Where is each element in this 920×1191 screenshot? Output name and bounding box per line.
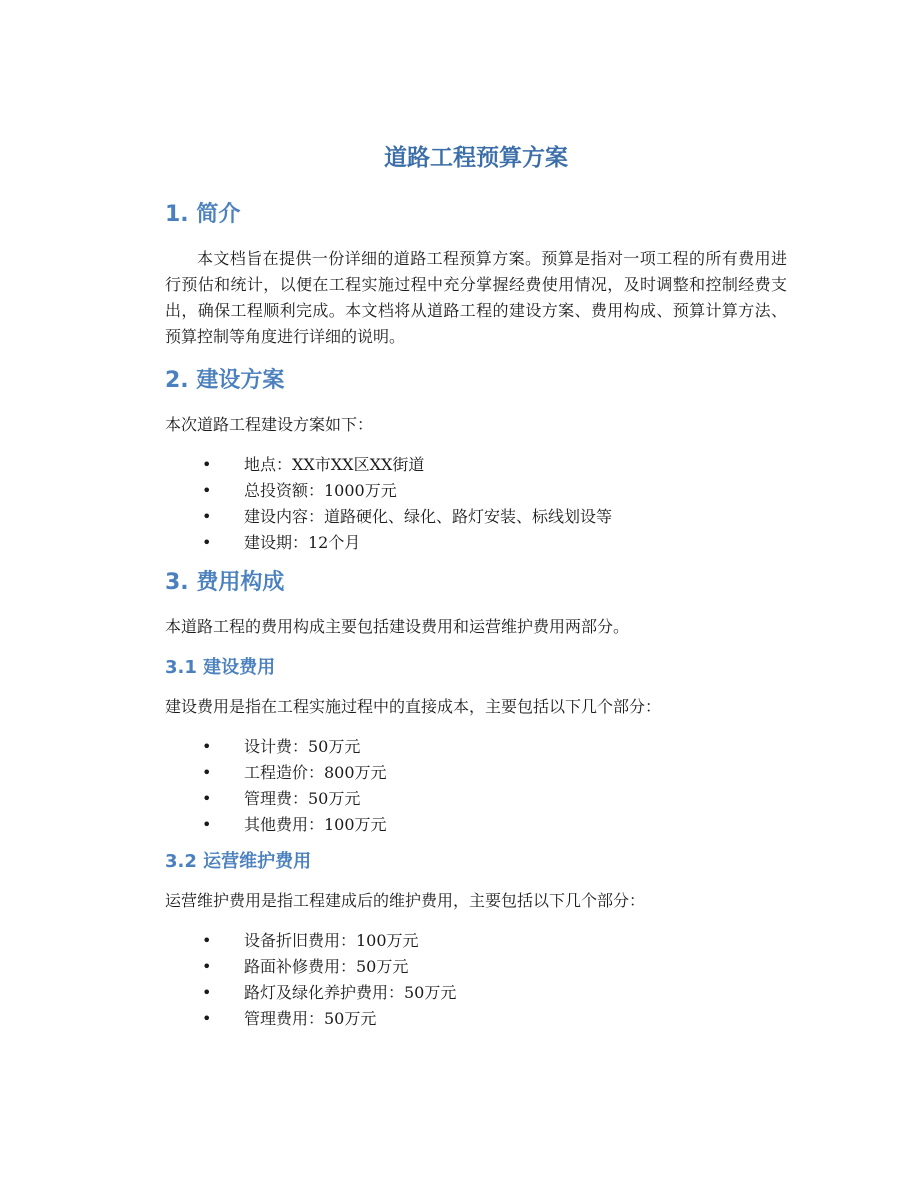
bullet-icon: •: [202, 815, 212, 834]
list-item: [165, 954, 787, 980]
intro-paragraph: 本文档旨在提供一份详细的道路工程预算方案。预算是指对一项工程的所有费用进行预估和统计，以便在工程实施过程中充分掌握经费使用情况，及时调整和控制经费支出，确保工程顺利完成。本文档将从道路工程的建设方案、费用构成、预算计算方法、预算控制等角度进行详细的说明。: [165, 249, 787, 346]
list-item: [165, 760, 787, 786]
list-item-text: 路灯及绿化养护费用：50万元: [244, 983, 457, 1002]
list-item-text: 工程造价：800万元: [244, 763, 387, 782]
section-heading-cost: 3. 费用构成: [165, 570, 285, 595]
bullet-icon: •: [202, 533, 212, 552]
list-item: [165, 504, 787, 530]
section-heading-intro: 1. 简介: [165, 202, 241, 227]
list-item-text: 设备折旧费用：100万元: [244, 931, 419, 950]
list-item-text: 地点：XX市XX区XX街道: [244, 455, 425, 474]
plan-paragraph: 本次道路工程建设方案如下：: [165, 415, 374, 434]
bullet-icon: •: [202, 507, 212, 526]
list-item-text: 其他费用：100万元: [244, 815, 387, 834]
list-item-text: 路面补修费用：50万元: [244, 957, 409, 976]
list-item: [165, 1006, 787, 1032]
list-item: [165, 734, 787, 760]
bullet-icon: •: [202, 983, 212, 1002]
document-title: 道路工程预算方案: [384, 145, 568, 171]
construction-cost-list: [165, 734, 787, 838]
subsection-heading-maintenance: 3.2 运营维护费用: [165, 851, 312, 872]
list-item-text: 总投资额：1000万元: [244, 481, 397, 500]
bullet-icon: •: [202, 455, 212, 474]
subsection-heading-construction: 3.1 建设费用: [165, 657, 276, 678]
construction-paragraph: 建设费用是指在工程实施过程中的直接成本，主要包括以下几个部分：: [165, 697, 662, 716]
list-item: [165, 980, 787, 1006]
bullet-icon: •: [202, 763, 212, 782]
list-item-text: 管理费：50万元: [244, 789, 361, 808]
list-item: [165, 530, 787, 556]
bullet-icon: •: [202, 789, 212, 808]
list-item-text: 建设期：12个月: [244, 533, 361, 552]
list-item: [165, 478, 787, 504]
list-item: [165, 928, 787, 954]
section-heading-plan: 2. 建设方案: [165, 368, 285, 393]
bullet-icon: •: [202, 931, 212, 950]
list-item-text: 管理费用：50万元: [244, 1009, 377, 1028]
bullet-icon: •: [202, 481, 212, 500]
list-item-text: 设计费：50万元: [244, 737, 361, 756]
document-content: [165, 140, 787, 1042]
maintenance-cost-list: [165, 928, 787, 1032]
bullet-icon: •: [202, 737, 212, 756]
plan-list: [165, 452, 787, 556]
list-item-text: 建设内容：道路硬化、绿化、路灯安装、标线划设等: [244, 507, 613, 526]
list-item: [165, 786, 787, 812]
maintenance-paragraph: 运营维护费用是指工程建成后的维护费用，主要包括以下几个部分：: [165, 891, 646, 910]
bullet-icon: •: [202, 957, 212, 976]
cost-paragraph: 本道路工程的费用构成主要包括建设费用和运营维护费用两部分。: [165, 617, 630, 636]
bullet-icon: •: [202, 1009, 212, 1028]
list-item: [165, 812, 787, 838]
list-item: [165, 452, 787, 478]
